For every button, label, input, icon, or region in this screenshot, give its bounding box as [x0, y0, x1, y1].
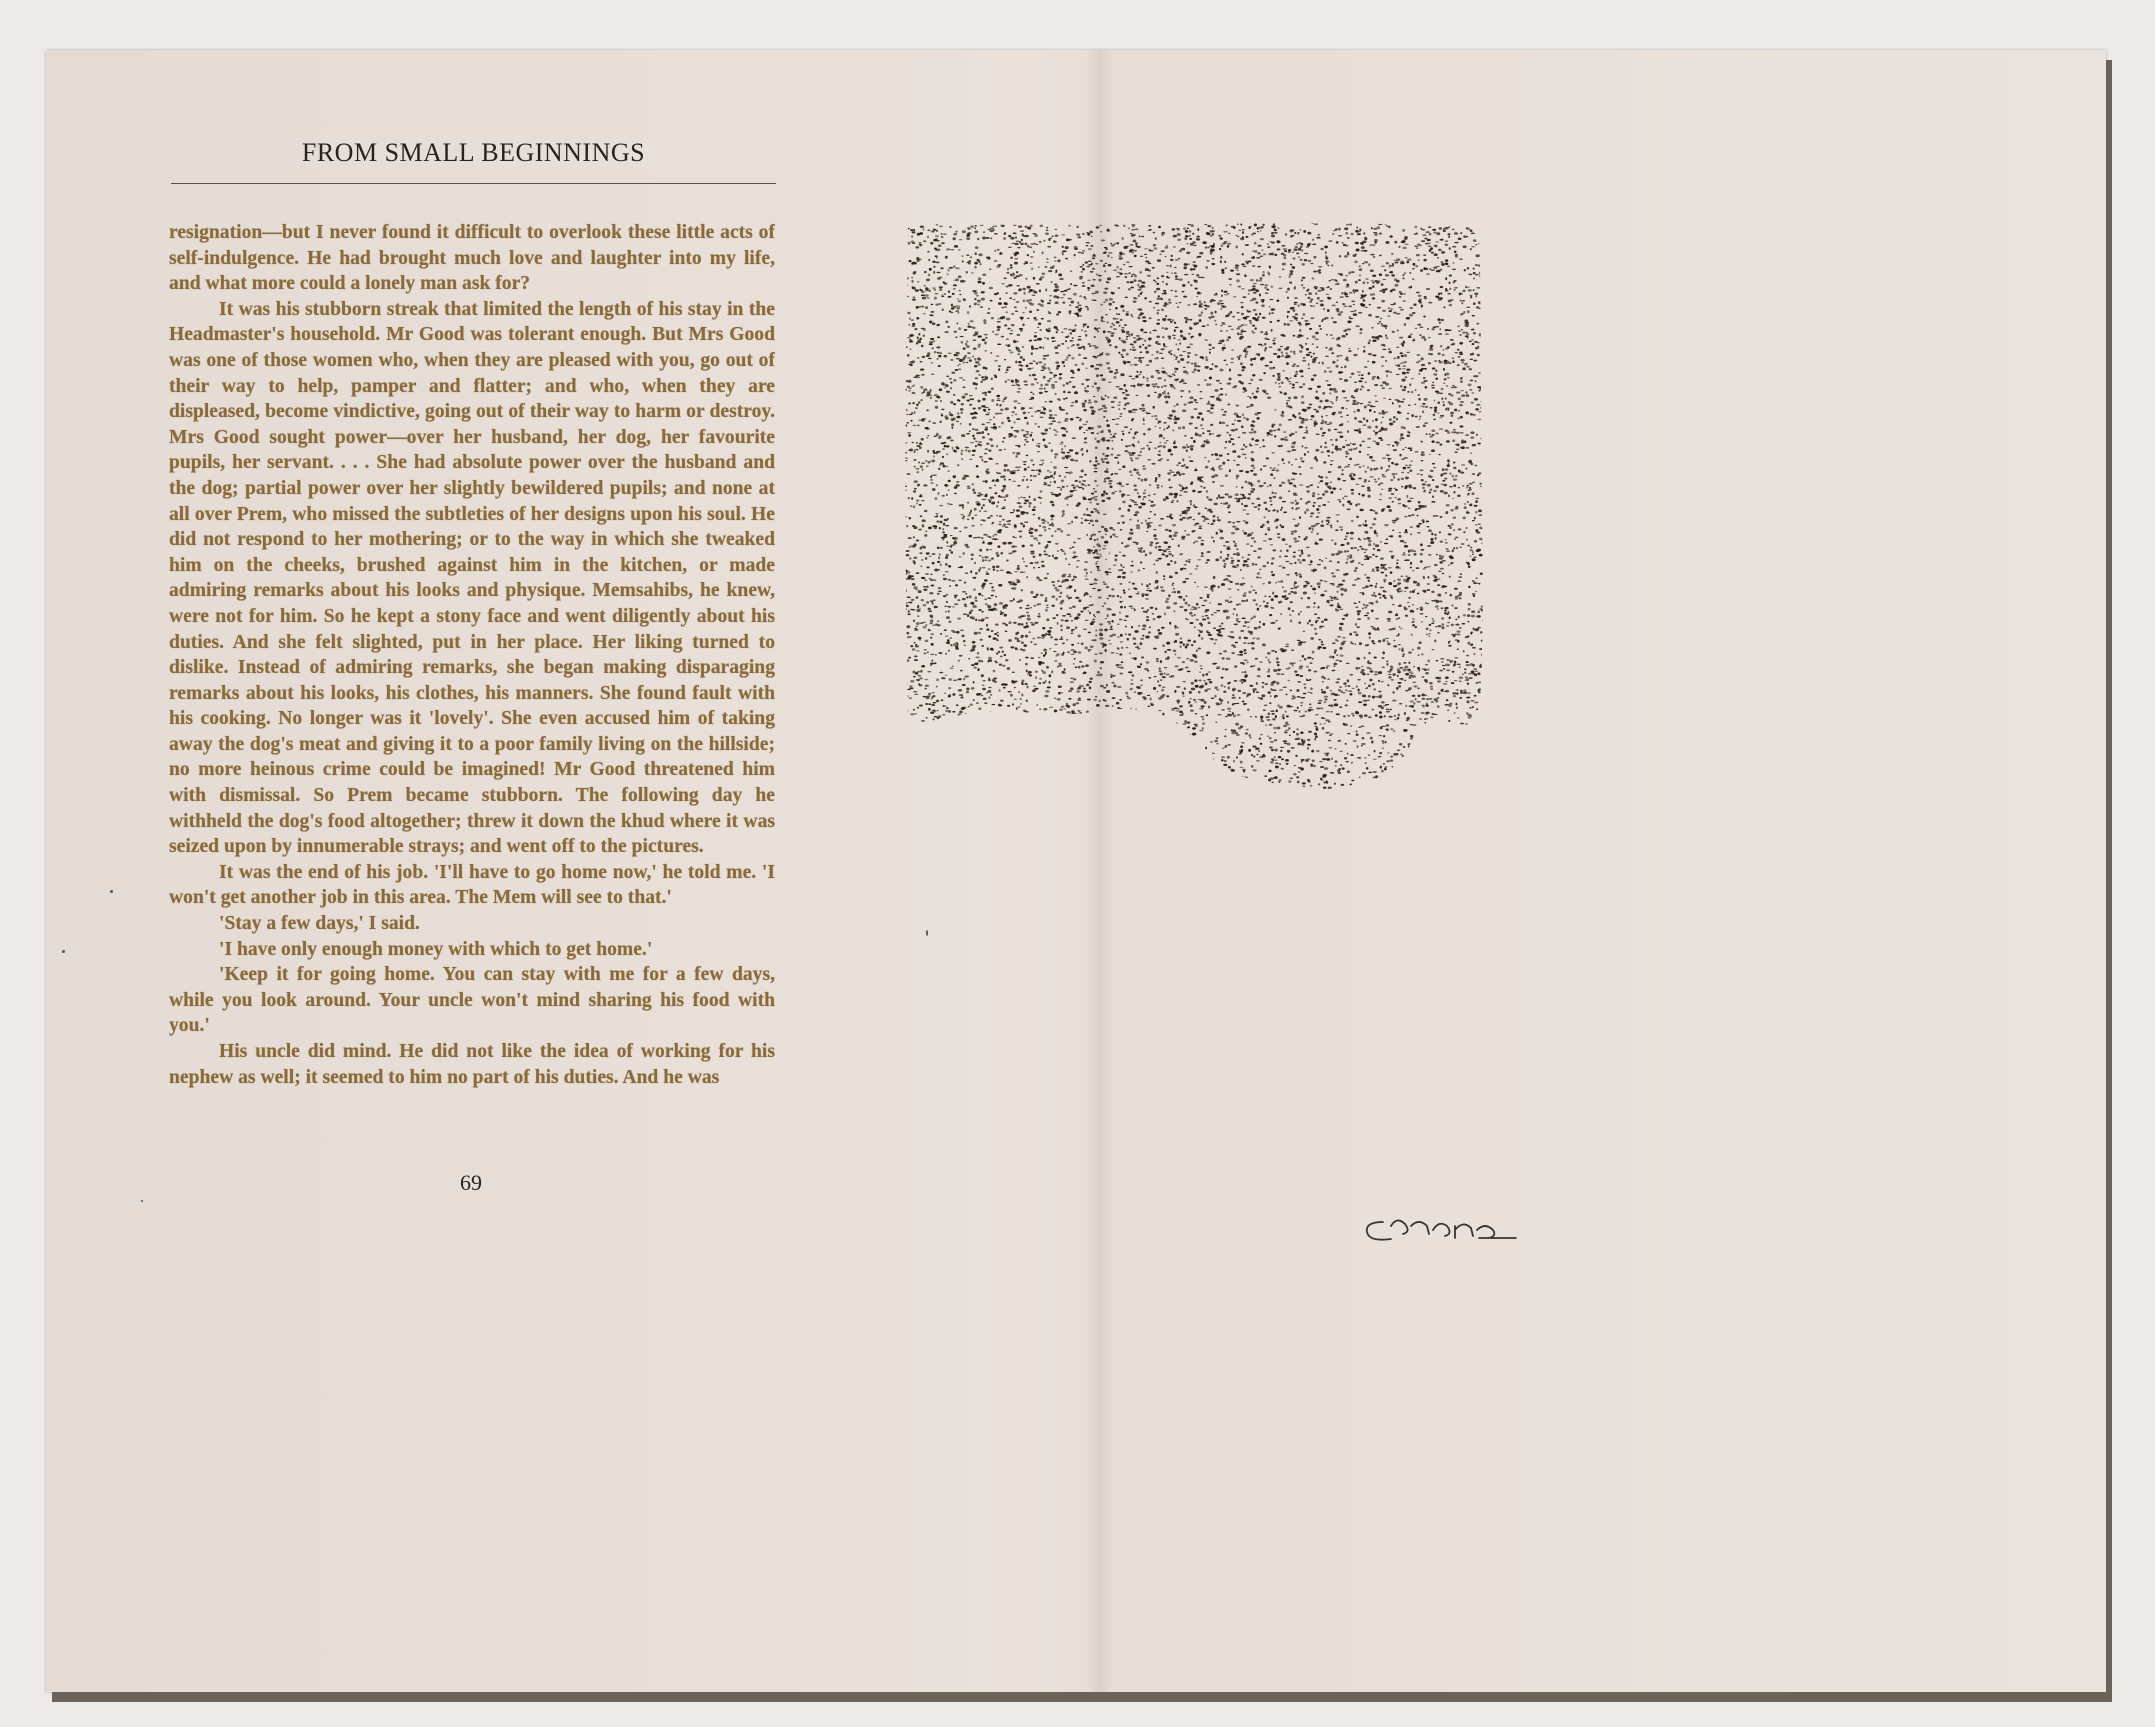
faded-body-text	[169, 220, 775, 1140]
paper-speck	[62, 950, 65, 953]
header-rule	[171, 183, 776, 184]
running-header: FROM SMALL BEGINNINGS	[301, 138, 646, 167]
paragraph: It was the end of his job. 'I'll have to go home now,' he told me. 'I won't get another job in this area. The Mem will see to that.'	[169, 861, 775, 909]
paper-speck	[926, 930, 928, 936]
book-page-spread	[46, 50, 2106, 1692]
paragraph: resignation—but I never found it difficult to overlook these little acts of self-indulgence. He had brought much love and laughter into my life, and what more could a lonely man ask for?	[169, 222, 775, 295]
paragraph: 'Stay a few days,' I said.	[219, 913, 420, 935]
paper-speck	[110, 890, 113, 893]
artist-signature	[1361, 1208, 1521, 1248]
paragraph: It was his stubborn streak that limited the length of his stay in the Headmaster's household. Mr Good was tolerant enough. But Mrs Good was one of those women who, when they are pleased with you, go out of their way to help, pamper and flatter; and who, when they are displeased, become vindictive, going out of their way to harm or destroy. Mrs Good sought power—over her husband, her dog, her favourite pupils, her servant. . . . She had absolute power over the husband and the dog; partial power over her slightly bewildered pupils; and none at all over Prem, who missed the subtleties of her designs upon his soul. He did not respond to her mothering; or to the way in which she tweaked him on the cheeks, brushed against him in the kitchen, or made admiring remarks about his looks and physique. Memsahibs, he knew, were not for him. So he kept a stony face and went diligently about his duties. And she felt slighted, put in her place. Her liking turned to dislike. Instead of admiring remarks, she began making disparaging remarks about his looks, his clothes, his manners. She found fault with his cooking. No longer was it 'lovely'. She even accused him of taking away the dog's meat and giving it to a poor family living on the hillside; no more heinous crime could be imagined! Mr Good threatened him with dismissal. So Prem became stubborn. The following day he withheld the dog's food altogether; threw it down the khud where it was seized upon by innumerable strays; and went off to the pictures.	[169, 298, 775, 858]
stipple-dots	[904, 220, 1486, 790]
stippled-ink-artwork	[904, 220, 1486, 790]
paragraph: His uncle did mind. He did not like the idea of working for his nephew as well; it seemed to him no part of his duties. And he was	[169, 1041, 775, 1088]
page-number: 69	[460, 1170, 482, 1195]
paragraph: 'Keep it for going home. You can stay with me for a few days, while you look around. Your uncle won't mind sharing his food with you.'	[169, 964, 775, 1037]
paragraph: 'I have only enough money with which to get home.'	[219, 938, 653, 960]
paper-speck	[141, 1200, 143, 1202]
